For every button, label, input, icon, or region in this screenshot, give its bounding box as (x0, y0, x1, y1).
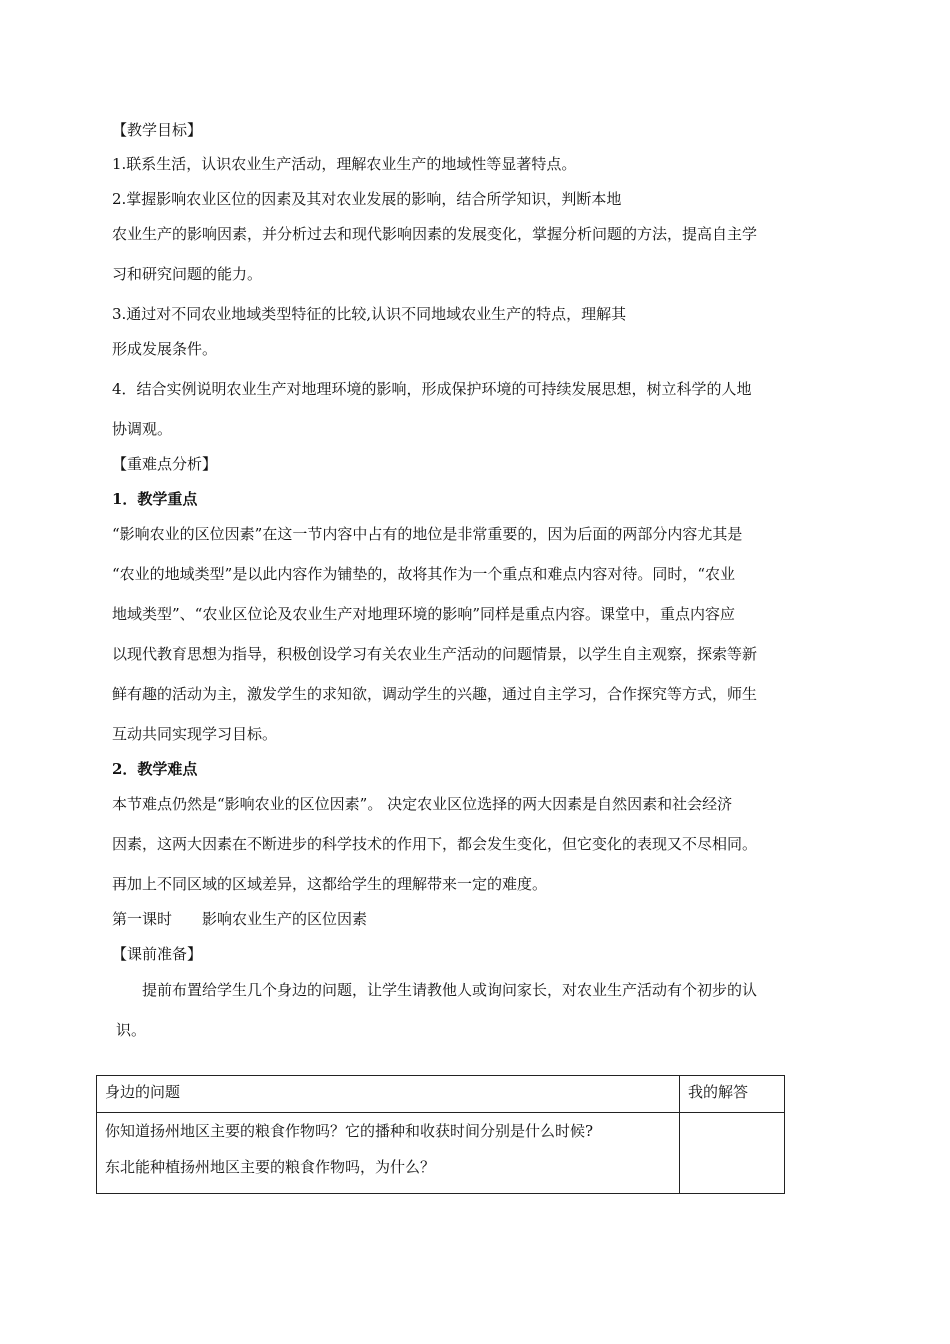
focus-line-1: “影响农业的区位因素”在这一节内容中占有的地位是非常重要的，因为后面的两部分内容尤其是 (112, 525, 743, 543)
goal-item-3-line-1: 3.通过对不同农业地域类型特征的比较,认识不同地域农业生产的特点，理解其 (112, 305, 627, 323)
teaching-difficulty-title: 2．教学难点 (112, 760, 198, 778)
document-body (112, 118, 842, 1042)
focus-line-4: 以现代教育思想为指导，积极创设学习有关农业生产活动的问题情景，以学生自主观察，探索等新 (112, 645, 758, 663)
key-points-heading: 【重难点分析】 (112, 455, 218, 473)
goal-item-2-line-1: 2.掌握影响农业区位的因素及其对农业发展的影响，结合所学知识，判断本地 (112, 190, 622, 208)
table-header-row (97, 1076, 785, 1113)
preparation-line-1: 提前布置给学生几个身边的问题，让学生请教他人或询问家长，对农业生产活动有个初步的认 (142, 981, 758, 999)
focus-line-3: 地域类型”、“农业区位论及农业生产对地理环境的影响”同样是重点内容。课堂中，重点内容应 (112, 605, 736, 623)
difficulty-line-2: 因素，这两大因素在不断进步的科学技术的作用下，都会发生变化，但它变化的表现又不尽相同。 (112, 835, 758, 853)
answer-cell[interactable] (680, 1113, 785, 1194)
goal-item-2-line-2: 农业生产的影响因素，并分析过去和现代影响因素的发展变化，掌握分析问题的方法，提高自主学 (112, 225, 758, 243)
preparation-heading: 【课前准备】 (112, 945, 203, 963)
focus-line-5: 鲜有趣的活动为主，激发学生的求知欲，调动学生的兴趣，通过自主学习，合作探究等方式，师生 (112, 685, 758, 703)
preparation-line-2: 识。 (116, 1021, 147, 1039)
column-header-question: 身边的问题 (97, 1076, 680, 1113)
goal-item-2-line-3: 习和研究问题的能力。 (112, 265, 263, 283)
focus-line-2: “农业的地域类型”是以此内容作为铺垫的，故将其作为一个重点和难点内容对待。同时，“农业 (112, 565, 736, 583)
goal-item-1: 1.联系生活，认识农业生产活动，理解农业生产的地域性等显著特点。 (112, 155, 577, 173)
difficulty-line-3: 再加上不同区域的区域差异，这都给学生的理解带来一定的难度。 (112, 875, 548, 893)
goal-item-4-line-2: 协调观。 (112, 420, 173, 438)
teaching-focus-title: 1．教学重点 (112, 490, 198, 508)
lesson-topic: 影响农业生产的区位因素 (202, 910, 368, 928)
questions-table (96, 1075, 785, 1194)
question-2: 东北能种植扬州地区主要的粮食作物吗，为什么？ (105, 1158, 436, 1176)
column-header-answer: 我的解答 (680, 1076, 785, 1113)
goal-item-4-line-1: 4．结合实例说明农业生产对地理环境的影响，形成保护环境的可持续发展思想，树立科学的人地 (112, 380, 752, 398)
teaching-goals-heading: 【教学目标】 (112, 121, 203, 139)
focus-line-6: 互动共同实现学习目标。 (112, 725, 278, 743)
question-1: 你知道扬州地区主要的粮食作物吗？它的播种和收获时间分别是什么时候? (105, 1122, 594, 1140)
lesson-title (112, 907, 842, 931)
difficulty-line-1: 本节难点仍然是“影响农业的区位因素”。 决定农业区位选择的两大因素是自然因素和社会经济 (112, 795, 733, 813)
question-cell (97, 1113, 680, 1194)
goal-item-3-line-2: 形成发展条件。 (112, 340, 218, 358)
lesson-period: 第一课时 (112, 910, 173, 928)
table-row (97, 1113, 785, 1194)
